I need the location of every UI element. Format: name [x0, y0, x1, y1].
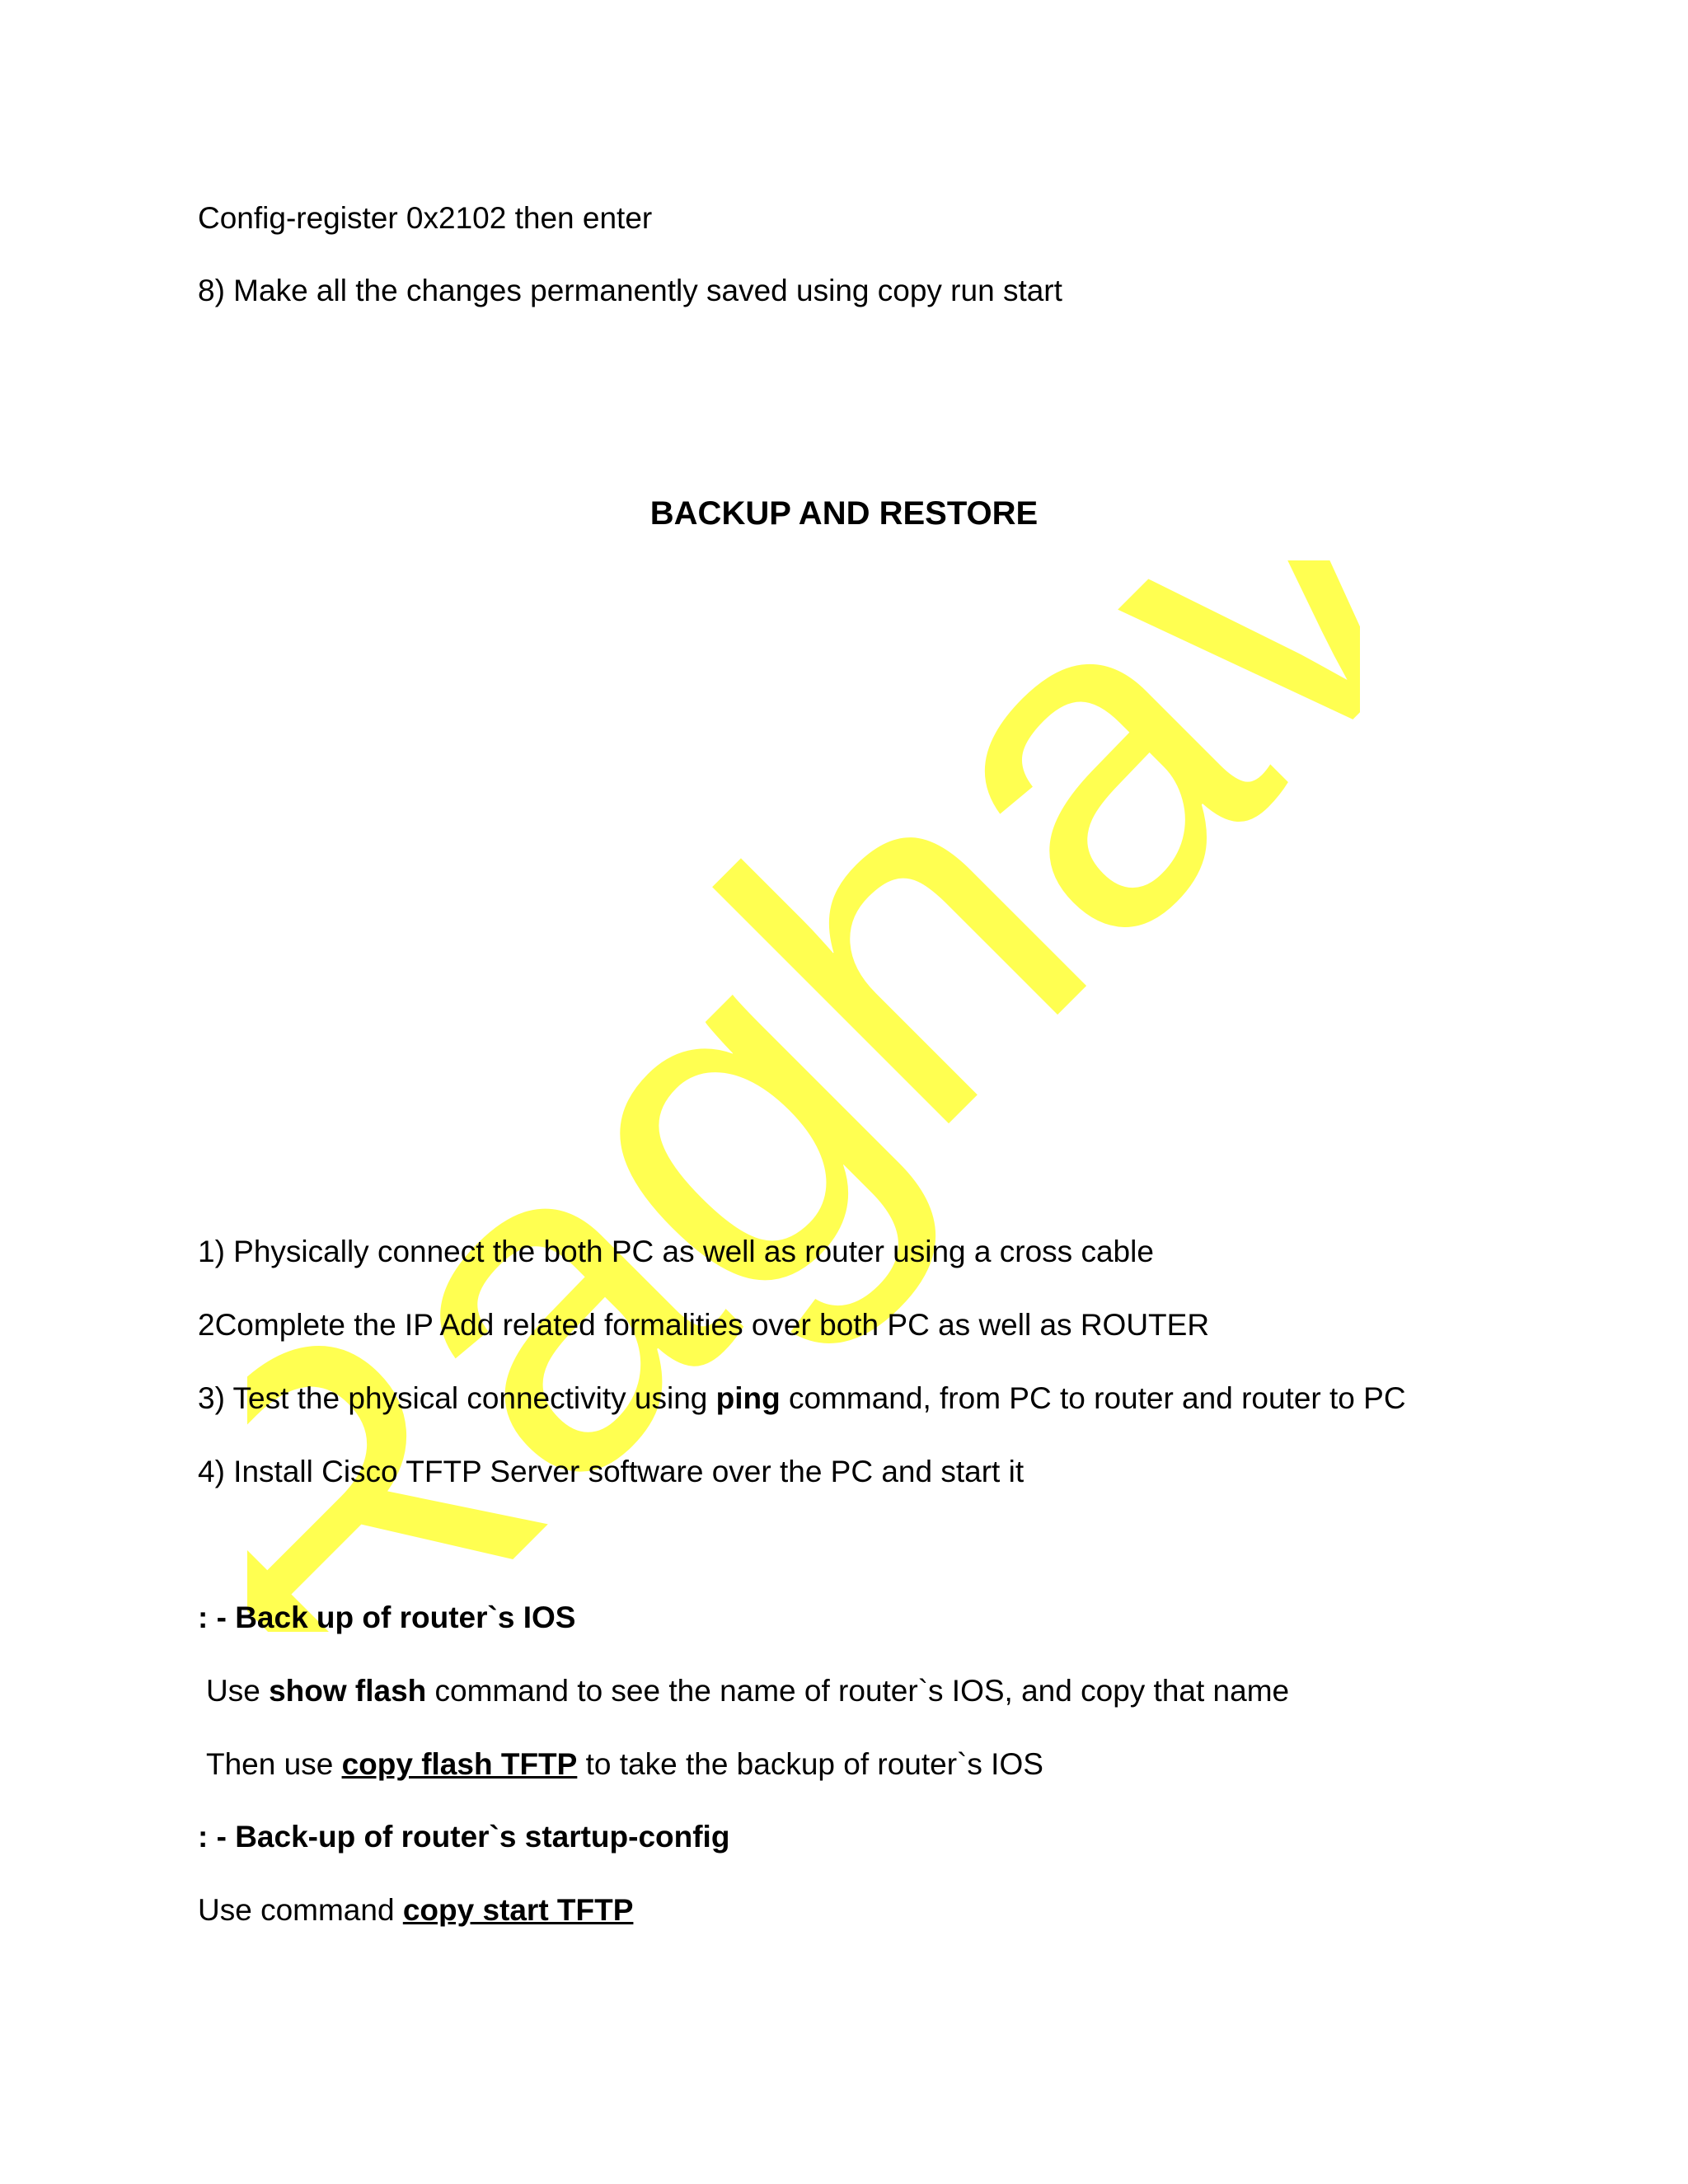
step-4-line: 4) Install Cisco TFTP Server software over the PC and start it — [198, 1455, 1025, 1488]
watermark-text: Raghav — [247, 560, 1360, 1632]
config-register-line: Config-register 0x2102 then enter — [198, 201, 653, 235]
subheading-startup-config-backup: : - Back-up of router`s startup-config — [198, 1820, 730, 1854]
show-flash-text-end: command to see the name of router`s IOS, and copy that name — [426, 1674, 1290, 1708]
subheading-ios-backup: : - Back up of router`s IOS — [198, 1601, 576, 1634]
copy-flash-command: copy flash TFTP — [341, 1747, 578, 1781]
step-8-line: 8) Make all the changes permanently saved using copy run start — [198, 274, 1062, 307]
step-3-text: 3) Test the physical connectivity using — [198, 1381, 716, 1415]
show-flash-line — [206, 1672, 1289, 1710]
section-heading: BACKUP AND RESTORE — [649, 495, 1039, 532]
ping-keyword: ping — [715, 1381, 781, 1415]
show-flash-command: show flash — [269, 1674, 427, 1708]
copy-start-command: copy start TFTP — [402, 1893, 634, 1927]
step-2-line: 2Complete the IP Add related formalities over both PC as well as ROUTER — [198, 1308, 1210, 1342]
copy-flash-line — [206, 1746, 1043, 1783]
step-3-line — [198, 1380, 1406, 1418]
show-flash-text: Use — [206, 1674, 270, 1708]
copy-flash-text: Then use — [206, 1747, 342, 1781]
step-3-text-end: command, from PC to router and router to PC — [780, 1381, 1406, 1415]
copy-start-line — [198, 1891, 633, 1929]
copy-start-text: Use command — [198, 1893, 403, 1927]
copy-flash-text-end: to take the backup of router`s IOS — [577, 1747, 1043, 1781]
step-1-line: 1) Physically connect the both PC as well as router using a cross cable — [198, 1235, 1154, 1268]
